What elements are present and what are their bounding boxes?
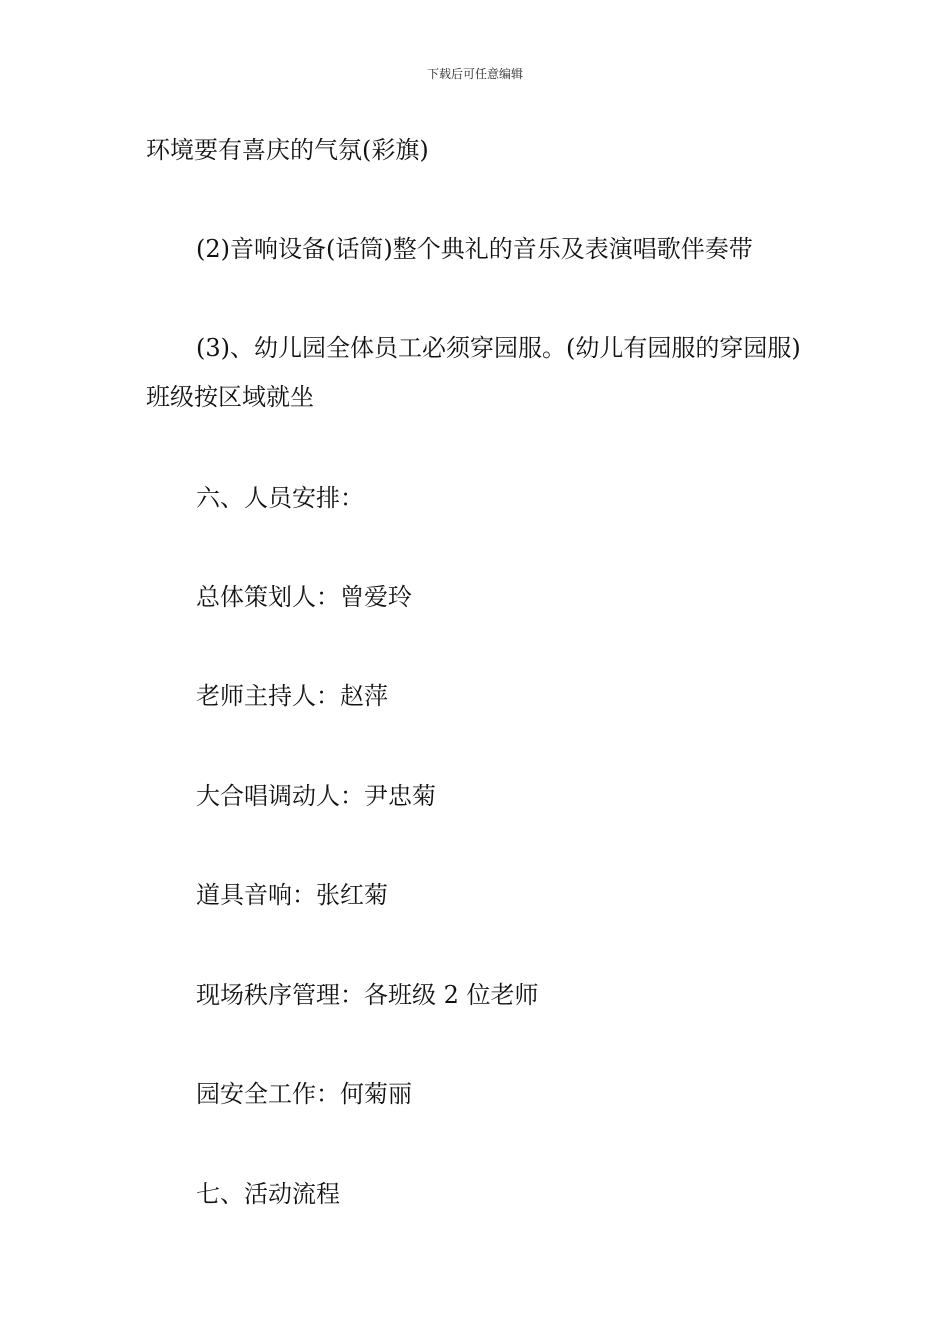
staff-chorus: 大合唱调动人：尹忠菊 <box>196 782 436 810</box>
paragraph-environment: 环境要有喜庆的气氛(彩旗) <box>146 136 429 164</box>
staff-safety: 园安全工作：何菊丽 <box>196 1080 412 1108</box>
staff-host: 老师主持人：赵萍 <box>196 682 388 710</box>
section-heading-staffing: 六、人员安排： <box>196 484 364 512</box>
staff-planner: 总体策划人：曾爱玲 <box>196 583 412 611</box>
staff-props-audio: 道具音响：张红菊 <box>196 881 388 909</box>
section-heading-process: 七、活动流程 <box>196 1180 340 1208</box>
paragraph-uniform: (3)、幼儿园全体员工必须穿园服。(幼儿有园服的穿园服)班级按区域就坐 <box>146 334 801 411</box>
page-header-note: 下载后可任意编辑 <box>426 67 523 81</box>
staff-order: 现场秩序管理：各班级 2 位老师 <box>196 981 539 1009</box>
paragraph-audio-equipment: (2)音响设备(话筒)整个典礼的音乐及表演唱歌伴奏带 <box>196 235 753 263</box>
